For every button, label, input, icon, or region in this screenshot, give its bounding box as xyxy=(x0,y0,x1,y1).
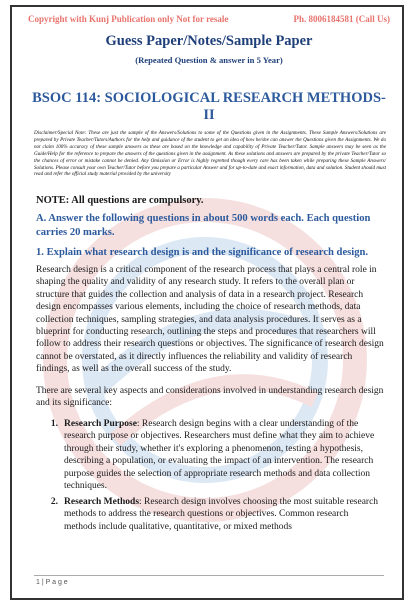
course-title: BSOC 114: SOCIOLOGICAL RESEARCH METHODS-II xyxy=(32,90,386,123)
answer-paragraph-2: There are several key aspects and considerations involved in understanding research design and its significance: xyxy=(36,386,384,409)
disclaimer-text: Disclaimer/Special Note: These are just the sample of the Answers/Solutions to some of the Questions given in the Assignments. These Sample Answers/Solutions are prepared by Private Teacher/Tutors/Authors for the help and guidance of the student to get an idea of how he/she can answer the Questions given the Assignments. We do not claim 100% accuracy of these sample answers as these are based on the knowledge and capability of Private Teacher/Tutor. Sample answers may be seen as the Guide/Help for the reference to prepare the answers of the questions given in the assignment. As these solutions and answers are prepared by the private Teacher/Tutor so the chances of error or mistake cannot be denied. Any Omission or Error is highly regretted though every care has been taken while preparing these Sample Answers/ Solutions. Please consult your own Teacher/Tutor before you prepare a particular Answer and for up-to-date and exact information, data and solution. Student should must read and refer the official study material provided by the university xyxy=(34,130,386,178)
list-item-text: : Research design involves choosing the most suitable research methods to address the research questions or objectives. Common research methods include qualitative, quantitative, or mixed methods xyxy=(64,497,379,532)
page-footer: 1 | P a g e xyxy=(36,579,68,586)
page-header xyxy=(28,14,390,24)
list-item-body xyxy=(64,496,382,533)
page-number: 1 xyxy=(36,579,40,586)
list-item-body xyxy=(64,418,382,492)
phone-number: Ph. 8006184581 (Call Us) xyxy=(293,14,390,24)
answer-paragraph-1: Research design is a critical component of the research process that plays a central role in shaping the quality and validity of any research study. It refers to the overall plan or structure that guides the collection and analysis of data in a research project. Research design encompasses various elements, including the choice of research methods, data collection techniques, sampling strategies, and data analysis procedures. It serves as a blueprint for conducting research, outlining the steps and procedures that researchers will follow to address their research questions or objectives. The significance of research design cannot be overstated, as it directly influences the reliability and validity of research findings, as well as the overall success of the study. xyxy=(36,265,384,375)
question-heading: 1. Explain what research design is and the significance of research design. xyxy=(36,247,369,258)
guess-paper-subtitle: (Repeated Question & answer in 5 Year) xyxy=(135,55,283,65)
footer-divider xyxy=(34,575,384,576)
list-item xyxy=(36,418,386,492)
note-text: NOTE: All questions are compulsory. xyxy=(36,195,204,206)
copyright-notice: Copyright with Kunj Publication only Not for resale xyxy=(28,14,229,24)
section-instruction: A. Answer the following questions in about 500 words each. Each question carries 20 marks. xyxy=(36,213,371,238)
list-item-text: : Research design begins with a clear understanding of the research purpose or objectives. Researchers must define what they aim to achieve through their study, whether it's exploring a phenomenon, testing a hypothesis, describing a population, or evaluating the impact of an intervention. The research purpose guides the selection of appropriate research methods and data collection techniques. xyxy=(64,419,375,492)
page-label: P a g e xyxy=(45,579,68,586)
list-item-number: 1. xyxy=(50,419,58,429)
list-item xyxy=(36,496,386,533)
list-item-term: Research Purpose xyxy=(64,419,137,429)
list-item-term: Research Methods xyxy=(64,497,140,507)
guess-paper-title: Guess Paper/Notes/Sample Paper xyxy=(105,33,313,49)
list-item-number: 2. xyxy=(50,497,58,507)
